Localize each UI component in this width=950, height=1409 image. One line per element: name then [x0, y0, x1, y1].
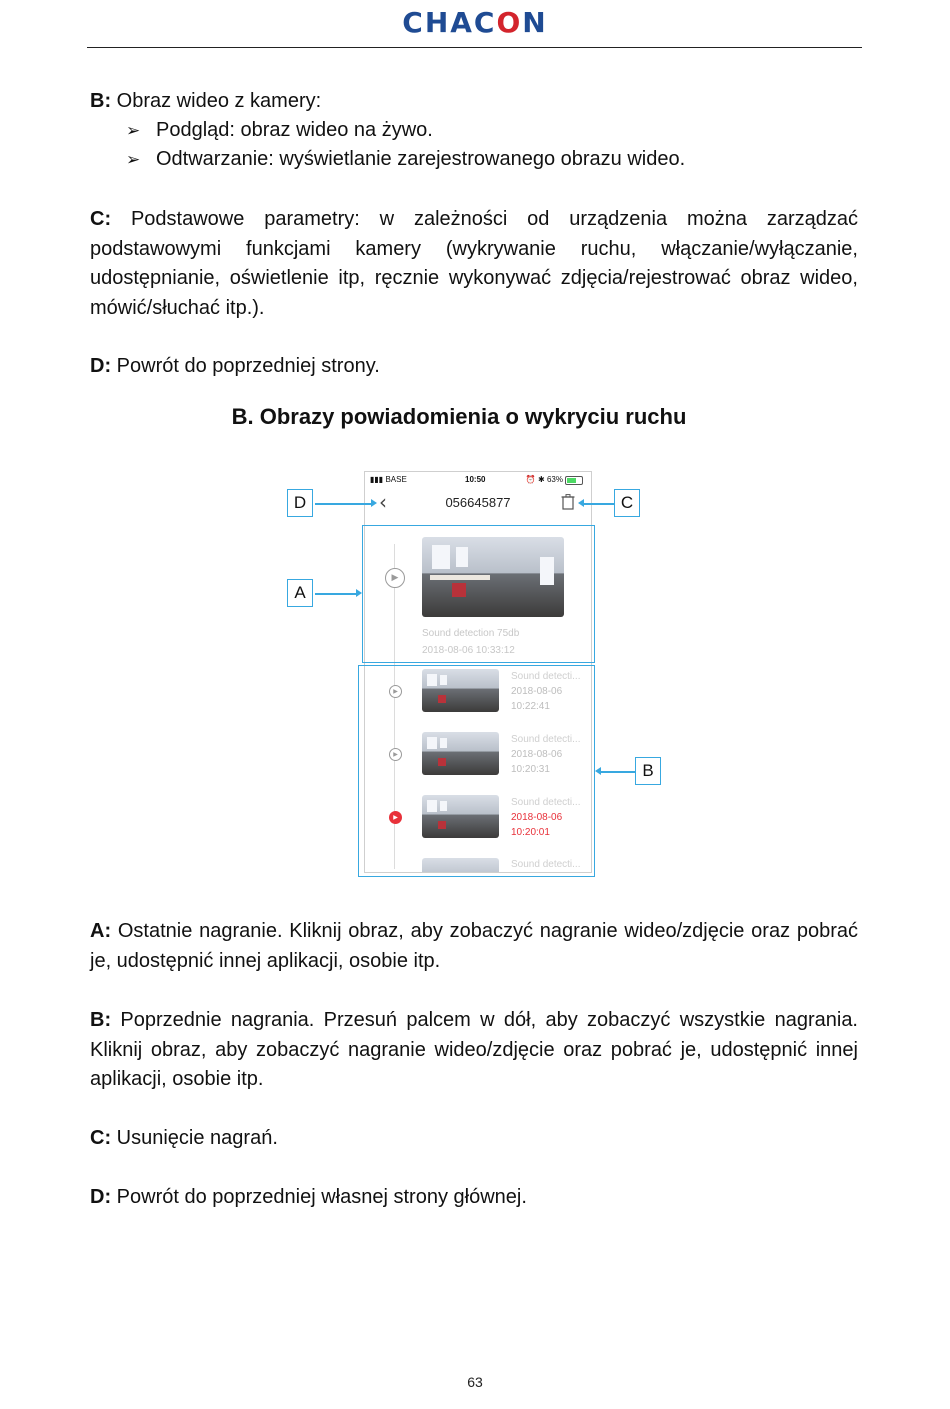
callout-d: D [287, 489, 313, 517]
text-d: Powrót do poprzedniej strony. [111, 355, 380, 377]
arrow-c-head [578, 499, 584, 507]
label-b: B: [90, 90, 112, 112]
text-c: Usunięcie nagrań. [111, 1127, 278, 1149]
callout-a: A [287, 579, 313, 607]
paragraph-b [90, 87, 858, 117]
text-b: Obraz wideo z kamery: [111, 90, 322, 112]
text-a: Ostatnie nagranie. Kliknij obraz, aby zobaczyć nagranie wideo/zdjęcie oraz pobrać je, udostępnić innej aplikacji, osobie itp. [90, 920, 858, 972]
legend-a [90, 917, 858, 976]
latest-recording-datetime: 2018-08-06 10:33:12 [422, 645, 515, 656]
arrow-b-head [595, 767, 601, 775]
bullet-text: Odtwarzanie: wyświetlanie zarejestrowanego obrazu wideo. [156, 148, 686, 170]
logo-mark: O [496, 6, 523, 39]
paragraph-d [90, 352, 858, 382]
callout-c: C [614, 489, 640, 517]
arrow-c [584, 503, 614, 505]
callout-b: B [635, 757, 661, 785]
recording-time: 10:20:01 [511, 827, 550, 838]
label-c: C: [90, 208, 112, 230]
logo-text-start: CHAC [402, 6, 497, 39]
arrow-bullet-icon: ➢ [126, 121, 141, 140]
status-time: 10:50 [465, 475, 486, 484]
recording-label: Sound detecti... [511, 734, 581, 745]
arrow-d [315, 503, 371, 505]
arrow-bullet-icon: ➢ [126, 150, 141, 169]
highlight-navbar [364, 471, 588, 521]
chacon-logo [0, 6, 950, 39]
bullet-item [126, 145, 685, 174]
text-c: Podstawowe parametry: w zależności od urządzenia można zarządzać podstawowymi funkcjami kamery (wykrywanie ruchu, włączanie/wyłączanie, udostępnianie, oświetlenie itp, ręcznie wykonywać zdjęcia/rejestrować obraz wideo, mówić/słuchać itp.). [90, 208, 858, 319]
label-d: D: [90, 355, 112, 377]
device-title: 056645877 [445, 495, 511, 510]
recording-date: 2018-08-06 [511, 749, 563, 760]
recording-label: Sound detecti... [511, 859, 581, 870]
text-d: Powrót do poprzedniej własnej strony głównej. [111, 1186, 527, 1208]
play-icon-active[interactable]: ▶ [389, 811, 402, 824]
logo-text-end: N [522, 6, 548, 39]
section-heading: B. Obrazy powiadomienia o wykryciu ruchu [231, 404, 687, 429]
page-number: 63 [467, 1374, 483, 1390]
play-icon[interactable]: ▶ [385, 568, 405, 588]
arrow-d-head [371, 499, 377, 507]
highlight-latest-recording [362, 525, 595, 663]
carrier-label: ▮▮▮ BASE [370, 475, 407, 484]
recording-date: 2018-08-06 [511, 686, 563, 697]
arrow-b [601, 771, 635, 773]
battery-value: 63% [546, 475, 563, 484]
text-b: Poprzednie nagrania. Przesuń palcem w dół, aby zobaczyć wszystkie nagrania. Kliknij obraz, aby zobaczyć nagranie wideo/zdjęcie oraz pobrać je, udostępnić innej aplikacji, osobie itp. [90, 1009, 858, 1090]
recording-label: Sound detecti... [511, 671, 581, 682]
label-c: C: [90, 1127, 112, 1149]
arrow-a [315, 593, 356, 595]
recording-time: 10:22:41 [511, 701, 550, 712]
legend-d [90, 1183, 858, 1213]
paragraph-c [90, 205, 858, 323]
legend-b [90, 1006, 858, 1095]
back-chevron-icon[interactable]: ‹ [379, 490, 387, 514]
bullet-item [126, 116, 433, 145]
label-a: A: [90, 920, 112, 942]
bullet-text: Podgląd: obraz wideo na żywo. [156, 119, 433, 141]
carrier-name: BASE [385, 475, 407, 484]
play-icon[interactable]: ▶ [389, 748, 402, 761]
highlight-previous-recordings [358, 665, 595, 877]
play-icon[interactable]: ▶ [389, 685, 402, 698]
recording-label: Sound detecti... [511, 797, 581, 808]
battery-percent: ⏰ ✱ 63% [525, 475, 563, 484]
label-b: B: [90, 1009, 112, 1031]
arrow-a-head [356, 589, 362, 597]
header-rule [87, 47, 862, 48]
label-d: D: [90, 1186, 112, 1208]
latest-recording-label: Sound detection 75db [422, 628, 520, 639]
legend-c [90, 1124, 858, 1154]
recording-time: 10:20:31 [511, 764, 550, 775]
recording-date: 2018-08-06 [511, 812, 563, 823]
